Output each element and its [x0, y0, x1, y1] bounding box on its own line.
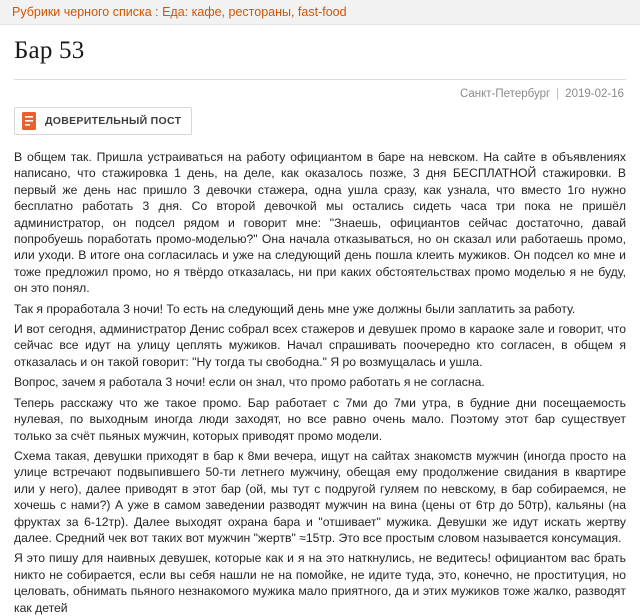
badge-section: [0, 103, 640, 139]
article-paragraph: Схема такая, девушки приходят в бар к 8ми вечера, ищут на сайтах знакомств мужчин (иногда просто на улице встречают подвыпившего 50-ти летнего мужчину, обещая ему продолжение свидания в квартире или у него), далее приводят в этот бар (ой, мы тут с подругой гуляем по невскому, в бар собираемся, не хочешь с нами?) А уже в самом заведении разводят мужчин на вина (цены от 6тр до 50тр), кальяны (на фруктах за 6-12тр). Далее выходят охрана бара и "отшивает" мужика. Девушки же идут искать жертву далее. Средний чек вот таких вот мужчин "жертв" ≈15тр. Это все простым словом называется консумация.: [14, 448, 626, 545]
article-paragraph: Так я проработала 3 ночи! То есть на следующий день мне уже должны были заплатить за работу.: [14, 301, 576, 316]
meta-date: 2019-02-16: [565, 88, 624, 100]
status-badge-label: ДОВЕРИТЕЛЬНЫЙ ПОСТ: [45, 115, 182, 127]
article-paragraph: Я это пишу для наивных девушек, которые как и я на это наткнулись, не ведитесь! официантом вас брать никто не собирается, если вы себя нашли не на помойке, не идите туда, это, конечно, не проституция, но целовать, обнимать пьяного незнакомого мужика мало приятного, да и этих мужиков тоже жалко, разводят как детей: [14, 551, 626, 615]
document-badge-icon: [21, 111, 37, 131]
breadcrumb: [0, 0, 640, 25]
article-paragraph: Вопрос, зачем я работала 3 ночи! если он знал, что промо работать я не согласна.: [14, 375, 485, 390]
article-paragraph: И вот сегодня, администратор Денис собрал всех стажеров и девушек промо в караоке зале и говорит, что сейчас все идут на улицу цеплять мужиков. Начал спрашивать поочередно кто согласен, в общем я отказалась и он такой говорит: "Ну тогда ты свободна." Я ро возмущалась и ушла.: [14, 322, 626, 369]
post-meta: [0, 80, 640, 103]
article-paragraph: Теперь расскажу что же такое промо. Бар работает с 7ми до 7ми утра, в будние дни посещаемость нулевая, по выходным иногда люди заходят, но все равно очень мало. Поэтому этот бар существует только за счёт пьяных мужчин, которых приводят промо модели.: [14, 395, 626, 443]
article-paragraph: В общем так. Пришла устраиваться на работу официантом в баре на невском. На сайте в объявлениях написано, что стажировка 1 день, на деле, как оказалось позже, 3 дня БЕСПЛАТНОЙ стажировки. В первый же день нас пришло 3 девочки стажера, одна ушла сразу, как узнала, что вместо 1го нужно бесплатно работать 3 дня. Со второй девочкой мы остались сидеть часа три пока не пришёл администратор, он подсел рядом и говорит мне: "Знаешь, официантов сейчас достаточно, давай попробуешь поработать промо-моделью?" Она начала отказываться, но он сказал или работаешь промо, или уходи. В итоге она согласилась и уже на следующий день пошла клеить мужиков. Он подсел ко мне и тоже предложил промо, но я твёрдо отказалась, ни при каких обстоятельствах промо моделью я не буду, он это понял.: [14, 150, 626, 296]
page-title: Бар 53: [14, 37, 85, 64]
meta-separator: |: [556, 88, 560, 100]
article-body: [0, 139, 640, 616]
breadcrumb-link[interactable]: Рубрики черного списка : Еда: кафе, рестораны, fast-food: [12, 5, 347, 19]
status-badge: [14, 107, 192, 135]
title-section: [0, 25, 640, 71]
meta-city: Санкт-Петербург: [459, 88, 551, 100]
